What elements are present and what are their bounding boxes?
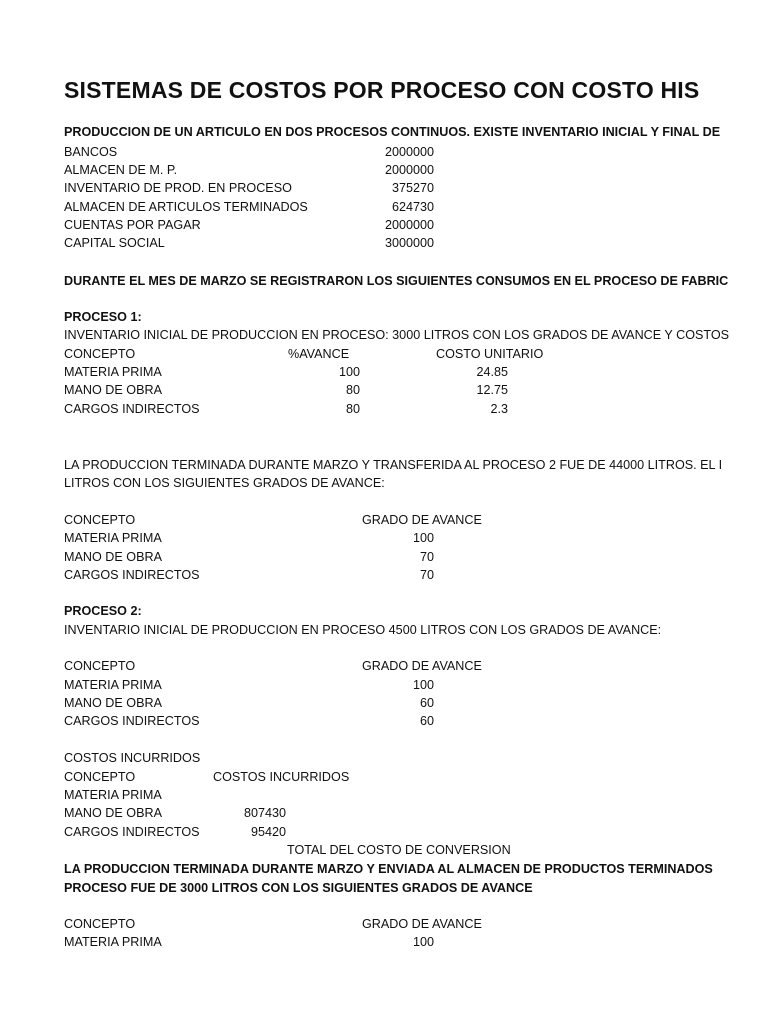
row-costo-incurrido: 95420 bbox=[250, 825, 286, 839]
row-grado: 100 bbox=[412, 935, 434, 949]
row-costo-incurrido: 807430 bbox=[243, 806, 286, 820]
proceso1-terminada-line1: LA PRODUCCION TERMINADA DURANTE MARZO Y TRANSFERIDA AL PROCESO 2 FUE DE 44000 LITROS. EL I bbox=[64, 458, 723, 472]
row-costo: 12.75 bbox=[476, 383, 508, 397]
row-concepto: MATERIA PRIMA bbox=[64, 788, 162, 802]
col-header-grado-avance: GRADO DE AVANCE bbox=[362, 659, 482, 673]
proceso2-heading: PROCESO 2: bbox=[64, 604, 142, 618]
row-concepto: MANO DE OBRA bbox=[64, 383, 162, 397]
balance-label: BANCOS bbox=[64, 145, 118, 159]
col-header-concepto: CONCEPTO bbox=[64, 513, 136, 527]
row-concepto: MANO DE OBRA bbox=[64, 806, 162, 820]
row-avance: 80 bbox=[345, 402, 360, 416]
balance-value: 2000000 bbox=[384, 163, 434, 177]
row-grado: 70 bbox=[419, 550, 434, 564]
total-costo-conversion: TOTAL DEL COSTO DE CONVERSION bbox=[287, 843, 511, 857]
row-grado: 60 bbox=[419, 696, 434, 710]
row-concepto: CARGOS INDIRECTOS bbox=[64, 825, 200, 839]
intro-text: PRODUCCION DE UN ARTICULO EN DOS PROCESOS CONTINUOS. EXISTE INVENTARIO INICIAL Y FINAL DE bbox=[64, 125, 721, 139]
row-grado: 60 bbox=[419, 714, 434, 728]
proceso2-inv-inicial: INVENTARIO INICIAL DE PRODUCCION EN PROCESO 4500 LITROS CON LOS GRADOS DE AVANCE: bbox=[64, 623, 662, 637]
col-header-avance: %AVANCE bbox=[288, 347, 350, 361]
balance-value: 2000000 bbox=[384, 218, 434, 232]
row-costo: 2.3 bbox=[490, 402, 508, 416]
consumos-heading: DURANTE EL MES DE MARZO SE REGISTRARON LOS SIGUIENTES CONSUMOS EN EL PROCESO DE FABRIC bbox=[64, 274, 729, 288]
col-header-grado-avance: GRADO DE AVANCE bbox=[362, 917, 482, 931]
balance-value: 2000000 bbox=[384, 145, 434, 159]
balance-value: 624730 bbox=[391, 200, 434, 214]
row-avance: 80 bbox=[345, 383, 360, 397]
row-concepto: MATERIA PRIMA bbox=[64, 935, 162, 949]
balance-label: CAPITAL SOCIAL bbox=[64, 236, 165, 250]
row-costo: 24.85 bbox=[476, 365, 508, 379]
col-header-concepto: CONCEPTO bbox=[64, 917, 136, 931]
col-header-concepto: CONCEPTO bbox=[64, 347, 136, 361]
col-header-costos-incurridos: COSTOS INCURRIDOS bbox=[213, 770, 350, 784]
row-concepto: MANO DE OBRA bbox=[64, 550, 162, 564]
row-concepto: MANO DE OBRA bbox=[64, 696, 162, 710]
balance-value: 375270 bbox=[391, 181, 434, 195]
balance-label: ALMACEN DE M. P. bbox=[64, 163, 178, 177]
page-title: SISTEMAS DE COSTOS POR PROCESO CON COSTO HIS bbox=[64, 77, 700, 103]
proceso2-terminada-line2: PROCESO FUE DE 3000 LITROS CON LOS SIGUIENTES GRADOS DE AVANCE bbox=[64, 881, 533, 895]
col-header-costo-unitario: COSTO UNITARIO bbox=[436, 347, 544, 361]
row-grado: 100 bbox=[412, 531, 434, 545]
proceso1-inv-inicial: INVENTARIO INICIAL DE PRODUCCION EN PROCESO: 3000 LITROS CON LOS GRADOS DE AVANCE Y COSTOS bbox=[64, 328, 730, 342]
proceso1-heading: PROCESO 1: bbox=[64, 310, 142, 324]
col-header-grado-avance: GRADO DE AVANCE bbox=[362, 513, 482, 527]
proceso1-terminada-line2: LITROS CON LOS SIGUIENTES GRADOS DE AVANCE: bbox=[64, 476, 385, 490]
col-header-concepto: CONCEPTO bbox=[64, 659, 136, 673]
costos-incurridos-title: COSTOS INCURRIDOS bbox=[64, 751, 201, 765]
row-grado: 70 bbox=[419, 568, 434, 582]
balance-label: CUENTAS POR PAGAR bbox=[64, 218, 201, 232]
row-avance: 100 bbox=[338, 365, 360, 379]
row-concepto: MATERIA PRIMA bbox=[64, 678, 162, 692]
row-concepto: MATERIA PRIMA bbox=[64, 365, 162, 379]
row-concepto: CARGOS INDIRECTOS bbox=[64, 402, 200, 416]
balance-label: ALMACEN DE ARTICULOS TERMINADOS bbox=[64, 200, 308, 214]
proceso2-terminada-line1: LA PRODUCCION TERMINADA DURANTE MARZO Y ENVIADA AL ALMACEN DE PRODUCTOS TERMINADOS bbox=[64, 862, 713, 876]
row-concepto: MATERIA PRIMA bbox=[64, 531, 162, 545]
balance-label: INVENTARIO DE PROD. EN PROCESO bbox=[64, 181, 292, 195]
row-concepto: CARGOS INDIRECTOS bbox=[64, 568, 200, 582]
row-grado: 100 bbox=[412, 678, 434, 692]
balance-value: 3000000 bbox=[384, 236, 434, 250]
col-header-concepto: CONCEPTO bbox=[64, 770, 136, 784]
row-concepto: CARGOS INDIRECTOS bbox=[64, 714, 200, 728]
